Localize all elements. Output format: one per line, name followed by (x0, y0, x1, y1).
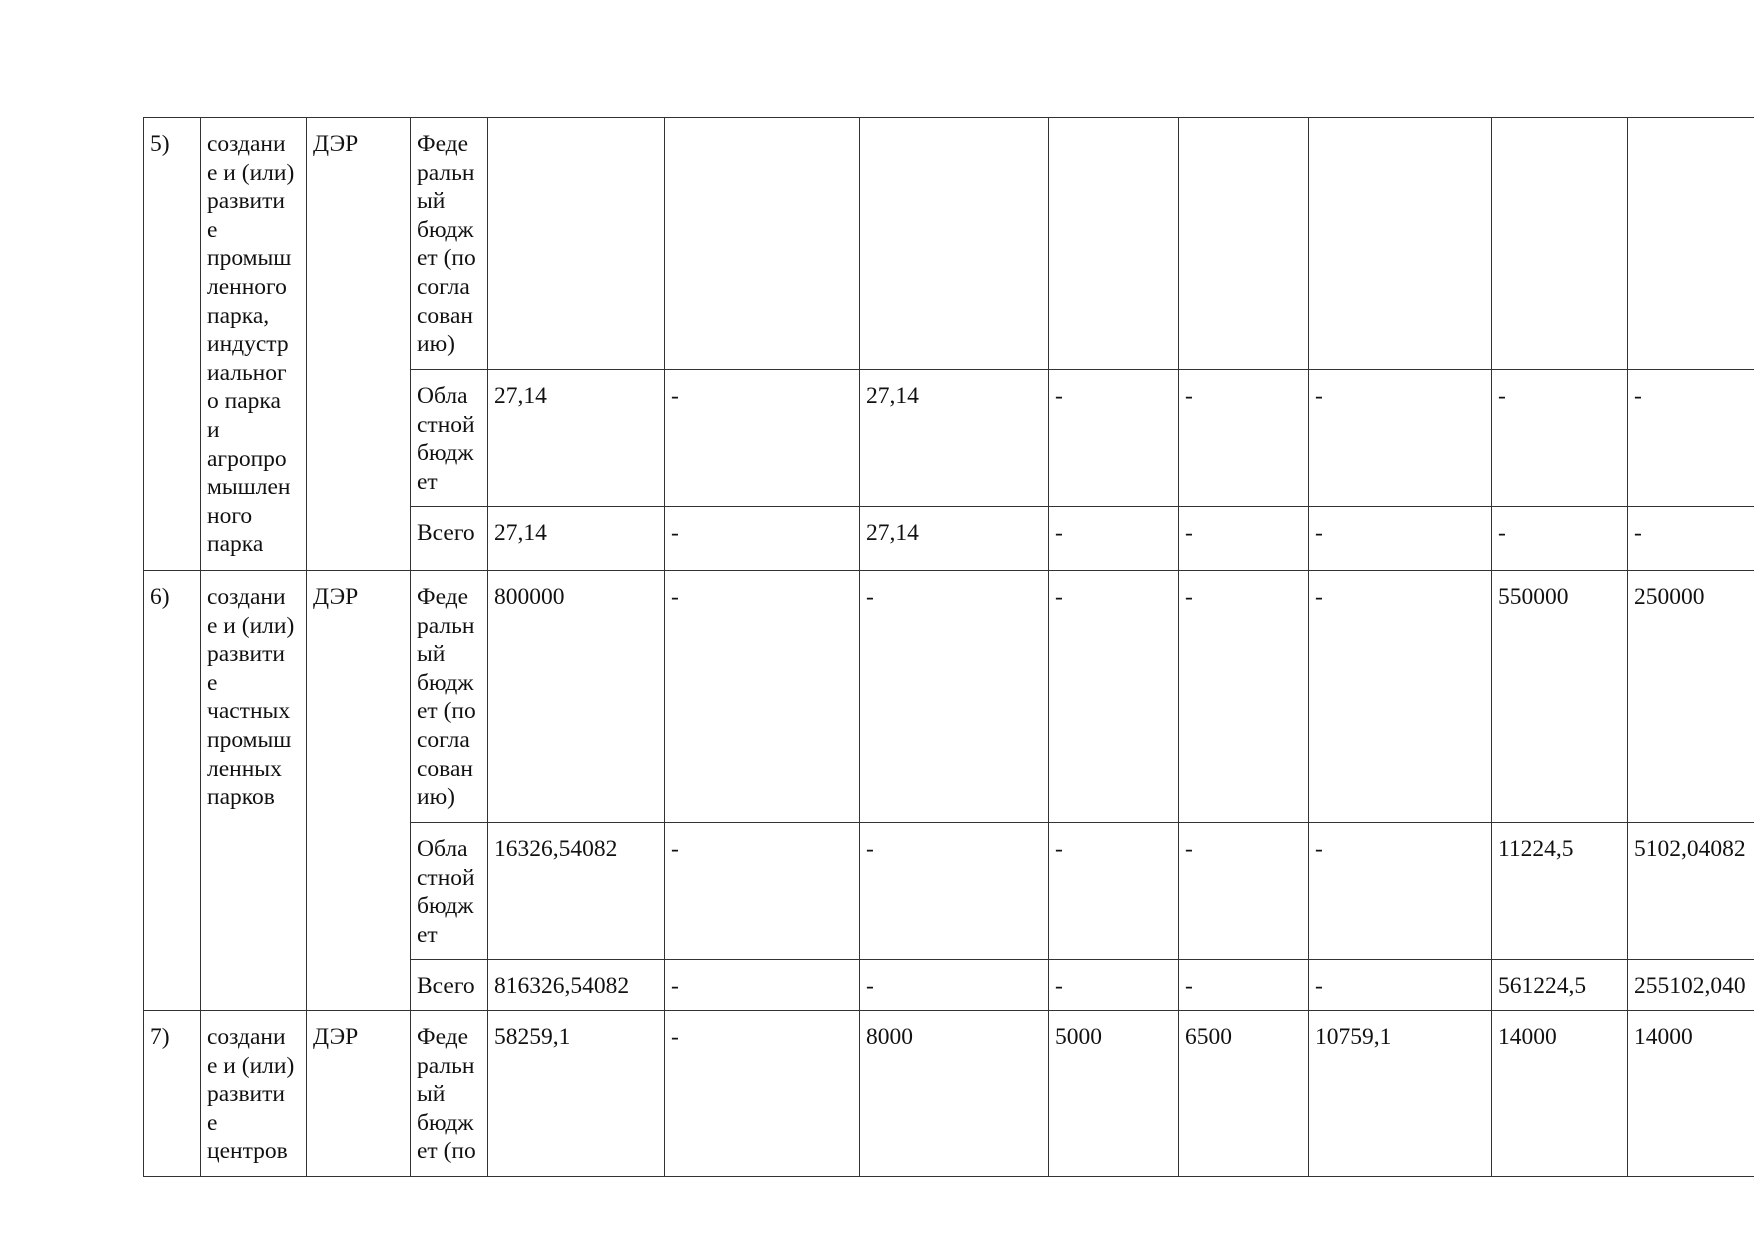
value-cell: - (1179, 960, 1309, 1011)
value-cell: - (665, 507, 860, 571)
value-cell: - (1309, 507, 1492, 571)
funding-source-cell: Феде ральн ый бюдж ет (по согла сован ию) (411, 571, 488, 823)
value-cell: 5102,04082 (1628, 823, 1754, 960)
value-cell: 27,14 (860, 370, 1049, 507)
value-cell (1179, 118, 1309, 370)
value-cell (665, 118, 860, 370)
value-cell: 561224,5 (1492, 960, 1628, 1011)
value-cell: - (1492, 370, 1628, 507)
value-cell: 8000 (860, 1011, 1049, 1177)
value-cell: 14000 (1492, 1011, 1628, 1177)
value-cell: 550000 (1492, 571, 1628, 823)
value-cell: 10759,1 (1309, 1011, 1492, 1177)
value-total-cell: 16326,54082 (488, 823, 665, 960)
item-name-cell: создани е и (или) развити е центров (201, 1011, 307, 1177)
item-name-cell: создани е и (или) развити е промыш ленного парка, индустр иальног о парка и агропро мышлен ного парка (201, 118, 307, 571)
value-cell: 14000 (1628, 1011, 1754, 1177)
value-cell: - (1179, 571, 1309, 823)
funding-source-cell: Обла стной бюдж ет (411, 823, 488, 960)
value-cell: - (1049, 960, 1179, 1011)
value-cell: - (1309, 960, 1492, 1011)
executor-cell: ДЭР (307, 118, 411, 571)
value-cell: - (1049, 823, 1179, 960)
item-name-cell: создани е и (или) развити е частных промыш ленных парков (201, 571, 307, 1011)
executor-cell: ДЭР (307, 571, 411, 1011)
value-cell: - (1309, 823, 1492, 960)
value-cell: 5000 (1049, 1011, 1179, 1177)
value-cell: - (860, 960, 1049, 1011)
value-cell: 27,14 (860, 507, 1049, 571)
value-cell: - (665, 370, 860, 507)
table-row (144, 571, 1754, 823)
value-cell: - (860, 823, 1049, 960)
value-cell: - (1179, 823, 1309, 960)
value-cell: - (665, 823, 860, 960)
table-row (144, 1011, 1754, 1177)
value-cell: - (1049, 370, 1179, 507)
value-total-cell: 27,14 (488, 507, 665, 571)
value-cell: - (1628, 507, 1754, 571)
value-cell (1309, 118, 1492, 370)
value-cell: - (1628, 370, 1754, 507)
value-cell: - (1049, 507, 1179, 571)
funding-source-cell: Феде ральн ый бюдж ет (по (411, 1011, 488, 1177)
item-number-cell: 6) (144, 571, 201, 1011)
value-total-cell: 816326,54082 (488, 960, 665, 1011)
value-cell: - (1049, 571, 1179, 823)
item-number-cell: 5) (144, 118, 201, 571)
value-cell: - (665, 960, 860, 1011)
funding-source-cell: Всего (411, 507, 488, 571)
value-cell: 255102,040 (1628, 960, 1754, 1011)
value-total-cell: 58259,1 (488, 1011, 665, 1177)
value-cell: 6500 (1179, 1011, 1309, 1177)
value-cell: - (860, 571, 1049, 823)
funding-source-cell: Обла стной бюдж ет (411, 370, 488, 507)
funding-source-cell: Всего (411, 960, 488, 1011)
value-total-cell (488, 118, 665, 370)
value-cell: - (1309, 370, 1492, 507)
value-cell: - (1492, 507, 1628, 571)
value-total-cell: 27,14 (488, 370, 665, 507)
value-cell (1049, 118, 1179, 370)
value-cell: - (665, 1011, 860, 1177)
executor-cell: ДЭР (307, 1011, 411, 1177)
value-cell: 250000 (1628, 571, 1754, 823)
value-cell (1492, 118, 1628, 370)
value-cell: - (665, 571, 860, 823)
value-cell (1628, 118, 1754, 370)
table-row (144, 118, 1754, 370)
value-cell: - (1309, 571, 1492, 823)
value-total-cell: 800000 (488, 571, 665, 823)
value-cell: - (1179, 370, 1309, 507)
value-cell: - (1179, 507, 1309, 571)
funding-source-cell: Феде ральн ый бюдж ет (по согла сован ию) (411, 118, 488, 370)
item-number-cell: 7) (144, 1011, 201, 1177)
value-cell: 11224,5 (1492, 823, 1628, 960)
budget-table (143, 117, 1754, 1177)
value-cell (860, 118, 1049, 370)
